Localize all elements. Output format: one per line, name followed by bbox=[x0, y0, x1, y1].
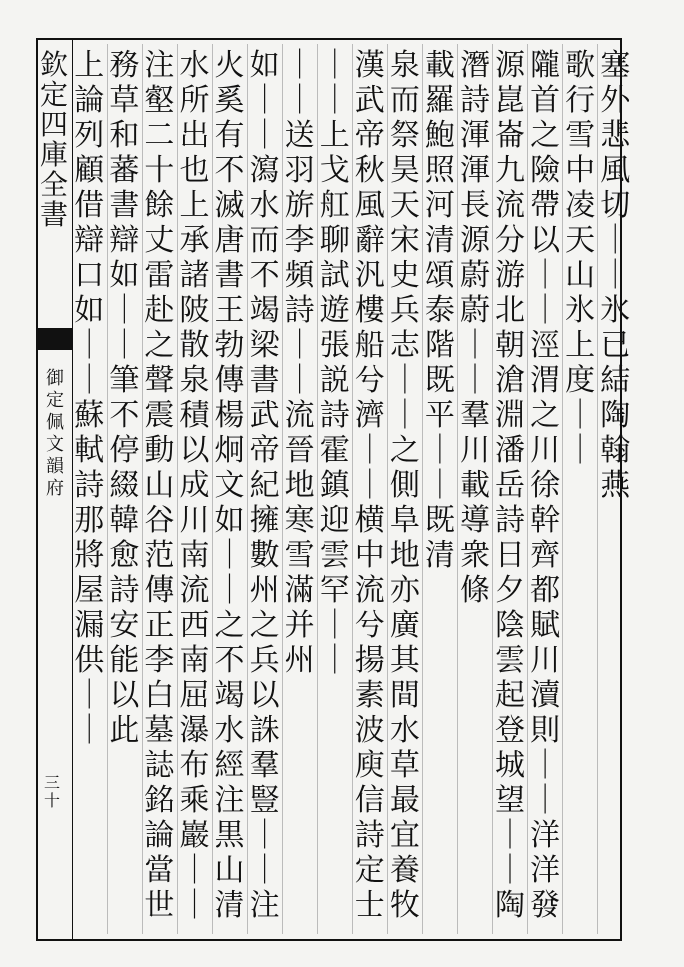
text-column: 潛詩渾渾長源蔚蔚｜｜羣川載導衆條 bbox=[458, 44, 494, 934]
text-column: 上論列顧借辯口如｜｜蘇軾詩那將屋漏供｜｜ bbox=[72, 44, 108, 934]
book-subtitle: 御定佩文韻府 bbox=[46, 368, 64, 499]
text-column: 泉而祭昊天宋史兵志｜｜之側阜地亦廣其間水草最宜養牧 bbox=[388, 44, 424, 934]
text-column: 塞外悲風切｜｜氷已結陶翰燕 bbox=[600, 48, 631, 503]
text-column: 漢武帝秋風辭汎樓船兮濟｜｜横中流兮揚素波庾信詩定士 bbox=[353, 44, 389, 934]
page-number: 三十 bbox=[43, 773, 60, 810]
fish-tail-band bbox=[36, 328, 72, 350]
spine-margin bbox=[36, 38, 73, 941]
text-column: 源崑崙九流分游北朝滄淵潘岳詩日夕陰雲起登城望｜｜陶 bbox=[493, 44, 529, 934]
text-column: 務草和蕃書辯如｜｜筆不停綴韓愈詩安能以此 bbox=[107, 44, 143, 934]
text-column: 水所出也上承諸陂散泉積以成川南流西南屈瀑布乘巖｜｜ bbox=[177, 44, 213, 934]
text-column: ｜｜送羽旂李頻詩｜｜流晉地寒雪滿并州 bbox=[282, 44, 318, 934]
text-column: 隴首之險帶以｜｜涇渭之川徐幹齊都賦川瀆則｜｜洋洋發 bbox=[528, 44, 564, 934]
text-column: 歌行雪中凌天山氷上度｜｜ bbox=[563, 44, 599, 934]
text-body bbox=[72, 44, 632, 934]
book-title: 欽定四庫全書 bbox=[40, 48, 69, 231]
text-column: 注壑二十餘丈雷赴之聲震動山谷范傳正李白墓誌銘論當世 bbox=[142, 44, 178, 934]
text-column: 載羅鮑照河清頌泰階既平｜｜既清 bbox=[423, 44, 459, 934]
text-column: ｜｜上戈舡聊試遊張説詩霍鎮迎雲罕｜｜ bbox=[317, 44, 353, 934]
text-column: 如｜｜瀉水而不竭梁書武帝紀擁數州之兵以誅羣豎｜｜注 bbox=[247, 44, 283, 934]
text-column: 火奚有不滅唐書王勃傳楊炯文如｜｜之不竭水經注黒山清 bbox=[212, 44, 248, 934]
